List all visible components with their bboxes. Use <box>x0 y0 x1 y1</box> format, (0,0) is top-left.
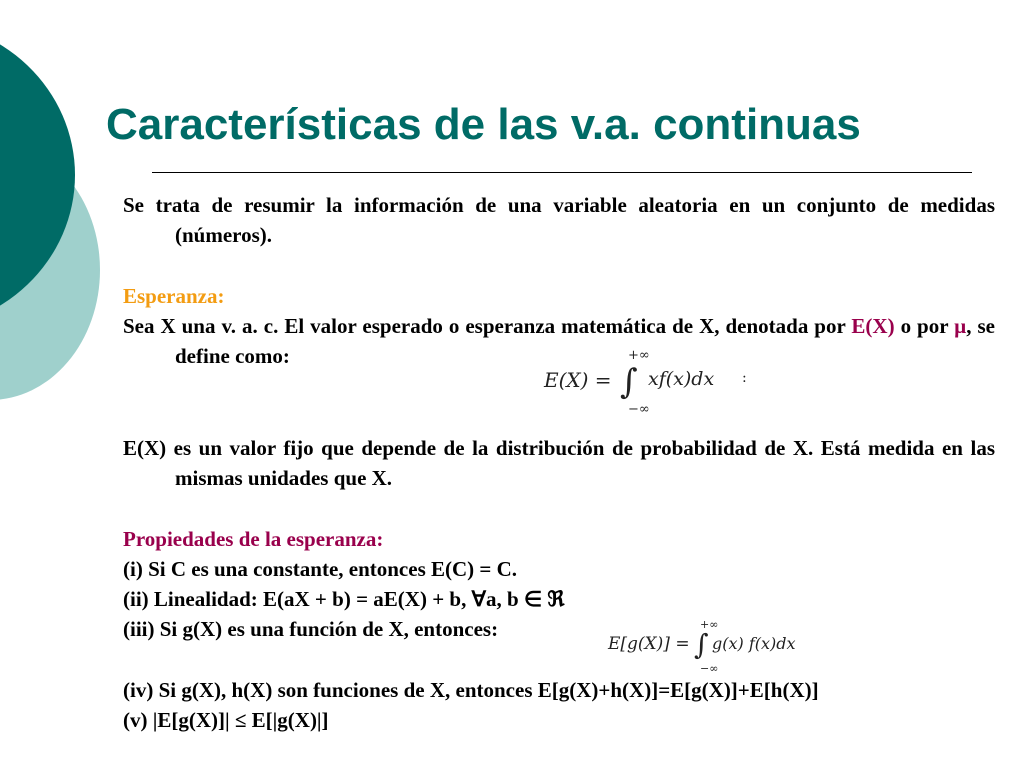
definition-text-2: o por <box>894 314 955 338</box>
slide-title: Características de las v.a. continuas <box>106 100 861 149</box>
property-v: (v) |E[g(X)]| ≤ E[|g(X)|] <box>123 708 329 732</box>
formula1-integrand: xf(x)dx <box>648 368 715 390</box>
formula2-lower-limit: −∞ <box>700 662 719 675</box>
esperanza-heading: Esperanza: <box>123 284 225 308</box>
dark-teal-circle <box>0 20 75 330</box>
formula2-lhs: E[g(X)] = <box>608 634 690 654</box>
formula1-upper-limit: +∞ <box>628 348 650 363</box>
definition-text-3: , se define como: <box>175 314 996 368</box>
intro-paragraph: Se trata de resumir la información de una variable aleatoria en un conjunto de medidas (números). <box>123 193 995 247</box>
property-iv: (iv) Si g(X), h(X) son funciones de X, entonces E[g(X)+h(X)]=E[g(X)]+E[h(X)] <box>123 678 819 702</box>
formula2-integral-sign: ∫ <box>694 628 709 661</box>
formula1-integral-sign: ∫ <box>620 362 638 402</box>
formula1-lhs: E(X) = <box>544 368 612 392</box>
function-expectation-formula <box>608 620 798 674</box>
expectation-integral-formula <box>544 348 754 418</box>
definition-text-1: Sea X una v. a. c. El valor esperado o esperanza matemática de X, denotada por <box>123 314 852 338</box>
mu-symbol: µ <box>954 314 967 338</box>
formula2-integrand: g(x) f(x)dx <box>712 634 796 653</box>
fixed-value-paragraph: E(X) es un valor fijo que depende de la distribución de probabilidad de X. Está medida en las mismas unidades que X. <box>123 436 995 490</box>
property-ii: (ii) Linealidad: E(aX + b) = aE(X) + b, ∀a, b ∈ ℜ <box>123 587 565 611</box>
property-iii: (iii) Si g(X) es una función de X, entonces: <box>123 617 499 641</box>
expectation-symbol: E(X) <box>851 314 895 338</box>
title-underline <box>152 172 972 173</box>
light-teal-circle <box>0 140 100 400</box>
formula1-lower-limit: −∞ <box>628 402 650 417</box>
slide-body <box>123 190 995 735</box>
formula2-upper-limit: +∞ <box>700 618 719 631</box>
formula1-tail: : <box>742 370 747 386</box>
property-i: (i) Si C es una constante, entonces E(C) = C. <box>123 557 518 581</box>
properties-heading: Propiedades de la esperanza: <box>123 527 384 551</box>
